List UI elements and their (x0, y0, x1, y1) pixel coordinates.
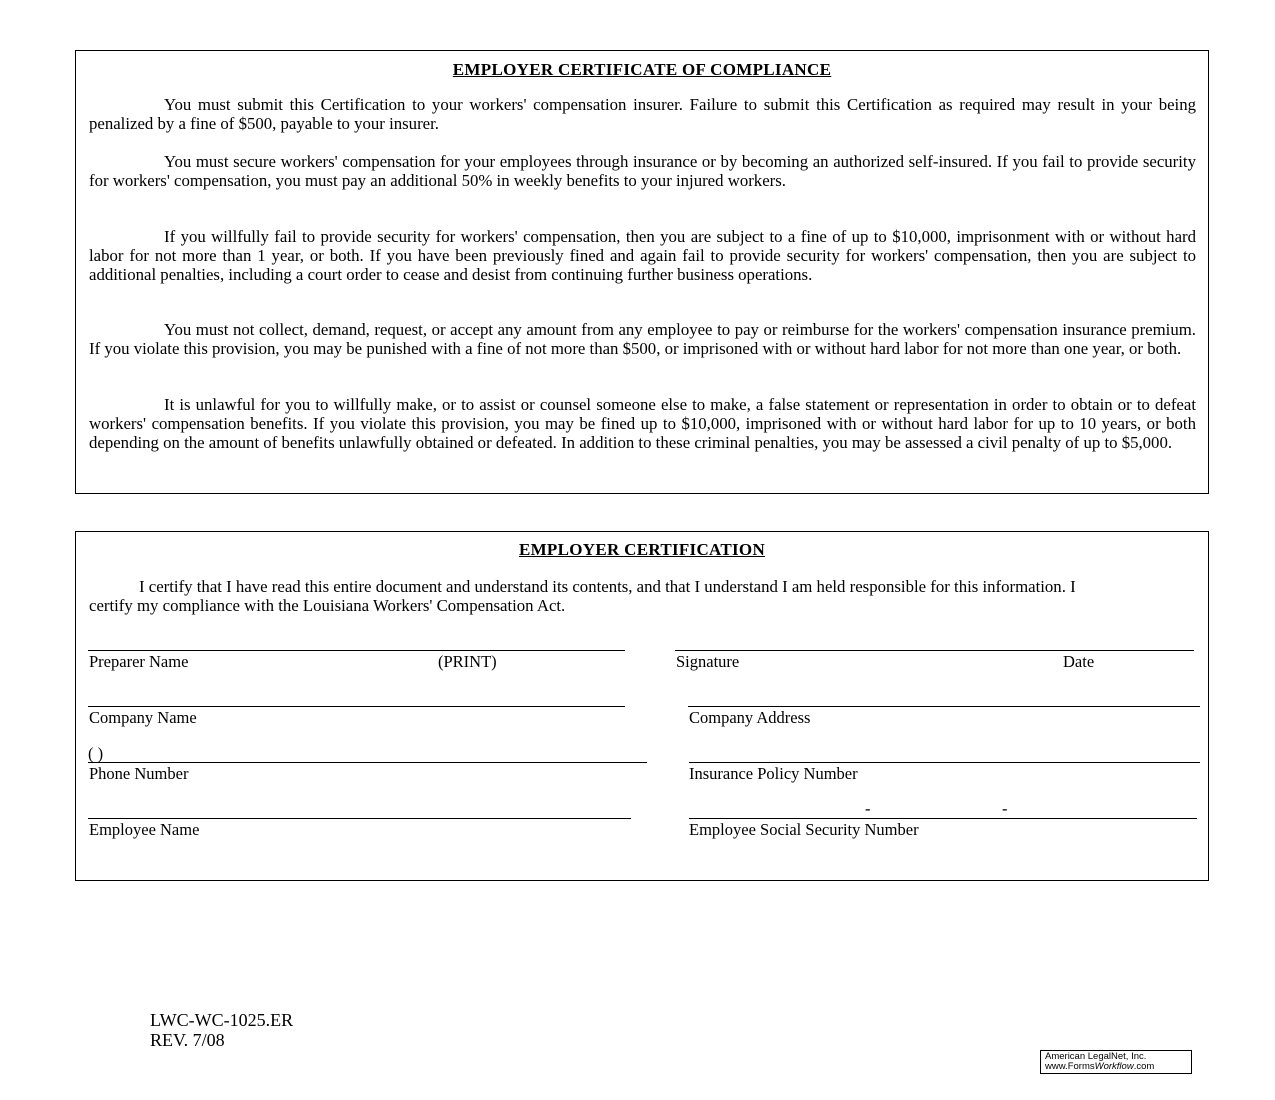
compliance-paragraph-4: You must not collect, demand, request, or accept any amount from any employee to pay or reimburse for the workers' compensation insurance premium. If you violate this provision, you may be punished with a fine of not more than $500, or imprisoned with or without hard labor for not more than one year, or both. (89, 320, 1196, 358)
company-name-line[interactable] (88, 706, 625, 707)
preparer-name-label: Preparer Name (89, 652, 189, 671)
form-code: LWC-WC-1025.ER (150, 1010, 294, 1030)
phone-number-line[interactable] (88, 762, 647, 763)
employee-name-line[interactable] (88, 818, 631, 819)
publisher-name: American LegalNet, Inc. (1045, 1051, 1147, 1062)
certification-section (75, 531, 1209, 881)
phone-area-code: ( ) (88, 744, 104, 763)
print-label: (PRINT) (438, 652, 497, 671)
insurance-policy-line[interactable] (689, 762, 1200, 763)
certification-statement: I certify that I have read this entire document and understand its contents, and that I understand I am held responsible for this information. I certify my compliance with the Louisiana Workers' Compensation Act. (89, 577, 1076, 615)
date-label: Date (1063, 652, 1095, 671)
employee-ssn-label: Employee Social Security Number (689, 820, 919, 839)
compliance-paragraph-3: If you willfully fail to provide security for workers' compensation, then you are subject to a fine of up to $10,000, imprisonment with or without hard labor for not more than 1 year, or both. If you have been previously fined and again fail to provide security for workers' compensation, then you are subject to additional penalties, including a court order to cease and desist from continuing further business operations. (89, 227, 1196, 284)
compliance-paragraph-2: You must secure workers' compensation for your employees through insurance or by becoming an authorized self-insured. If you fail to provide security for workers' compensation, you must pay an additional 50% in weekly benefits to your injured workers. (89, 152, 1196, 190)
insurance-policy-label: Insurance Policy Number (689, 764, 858, 783)
compliance-section (75, 50, 1209, 494)
phone-number-label: Phone Number (89, 764, 189, 783)
company-name-label: Company Name (89, 708, 197, 727)
company-address-line[interactable] (688, 706, 1200, 707)
form-revision: REV. 7/08 (150, 1030, 225, 1050)
compliance-title: EMPLOYER CERTIFICATE OF COMPLIANCE (452, 60, 832, 79)
ssn-separator-1: - (865, 799, 871, 818)
compliance-paragraph-5: It is unlawful for you to willfully make, or to assist or counsel someone else to make, a false statement or representation in order to obtain or to defeat workers' compensation benefits. If you violate this provision, you may be fined up to $10,000, imprisoned with or without hard labor for up to 10 years, or both depending on the amount of benefits unlawfully obtained or defeated. In addition to these criminal penalties, you may be assessed a civil penalty of up to $5,000. (89, 395, 1196, 452)
publisher-url: www.FormsWorkflow.com (1045, 1061, 1155, 1072)
preparer-name-line[interactable] (88, 650, 625, 651)
compliance-paragraph-1: You must submit this Certification to your workers' compensation insurer. Failure to submit this Certification as required may result in your being penalized by a fine of $500, payable to your insurer. (89, 95, 1196, 133)
signature-line[interactable] (675, 650, 1194, 651)
signature-label: Signature (676, 652, 740, 671)
publisher-badge (1040, 1050, 1192, 1074)
certification-title: EMPLOYER CERTIFICATION (518, 540, 766, 559)
company-address-label: Company Address (689, 708, 811, 727)
employee-name-label: Employee Name (89, 820, 200, 839)
employee-ssn-line[interactable] (689, 818, 1197, 819)
ssn-separator-2: - (1002, 799, 1008, 818)
